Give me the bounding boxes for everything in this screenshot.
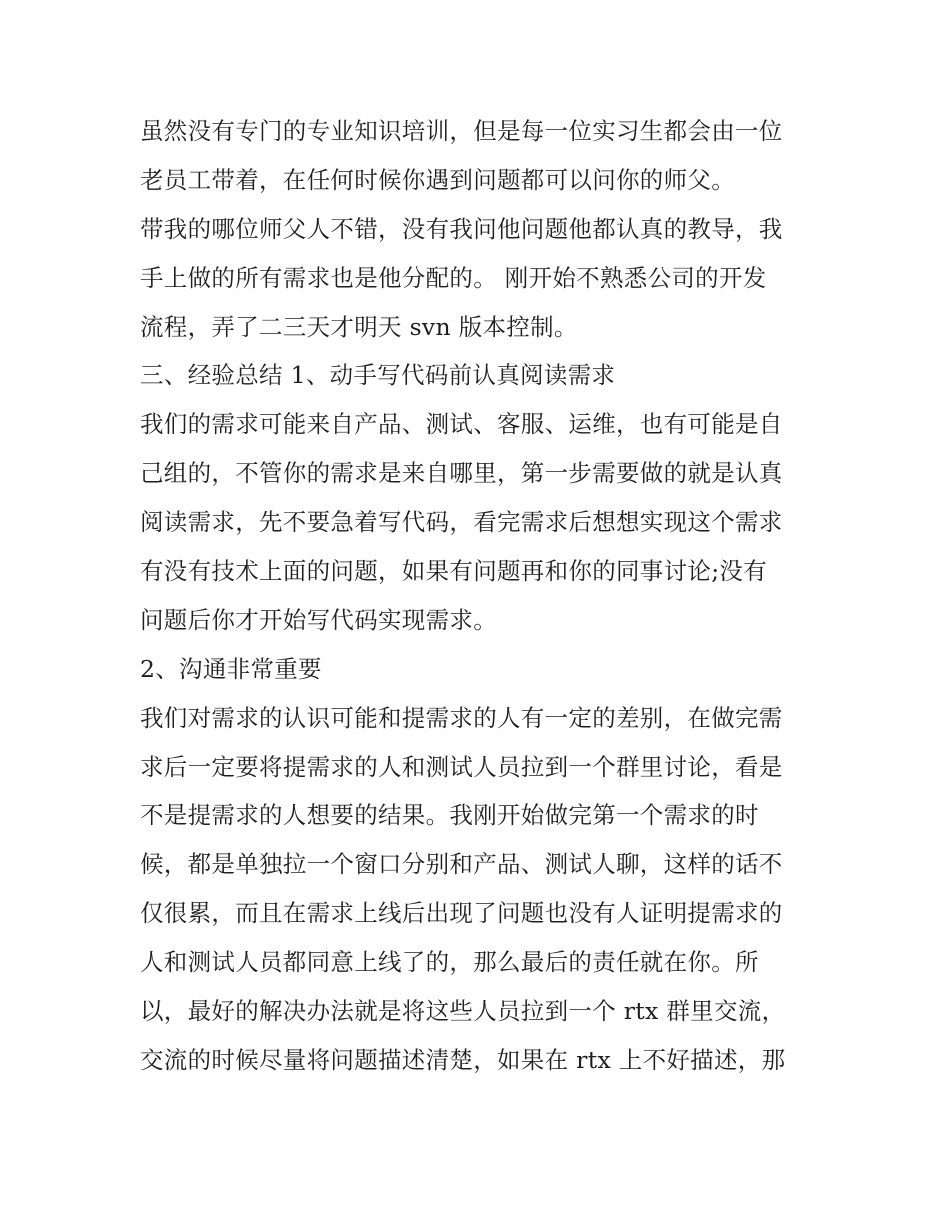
text-line: 我们对需求的认识可能和提需求的人有一定的差别，在做完需 — [140, 703, 783, 732]
text-line: 我们的需求可能来自产品、测试、客服、运维，也有可能是自 — [140, 410, 783, 439]
text-line: 候，都是单独拉一个窗口分别和产品、测试人聊，这样的话不 — [140, 850, 783, 879]
text-line: 手上做的所有需求也是他分配的。 刚开始不熟悉公司的开发 — [140, 263, 767, 292]
text-line: 交流的时候尽量将问题描述清楚，如果在 rtx 上不好描述，那 — [140, 1045, 786, 1074]
text-line: 求后一定要将提需求的人和测试人员拉到一个群里讨论，看是 — [140, 752, 783, 781]
text-line: 仅很累，而且在需求上线后出现了问题也没有人证明提需求的 — [140, 899, 783, 928]
section-heading: 三、经验总结 1、动手写代码前认真阅读需求 — [140, 361, 616, 390]
text-line: 阅读需求，先不要急着写代码，看完需求后想想实现这个需求 — [140, 508, 783, 537]
text-line: 不是提需求的人想要的结果。我刚开始做完第一个需求的时 — [140, 801, 759, 830]
document-body — [140, 107, 820, 1085]
section-heading: 2、沟通非常重要 — [140, 654, 322, 683]
text-line: 虽然没有专门的专业知识培训，但是每一位实习生都会由一位 — [140, 117, 783, 145]
text-line: 己组的，不管你的需求是来自哪里，第一步需要做的就是认真 — [140, 459, 783, 488]
text-line: 老员工带着，在任何时候你遇到问题都可以问你的师父。 — [140, 165, 735, 194]
text-line: 人和测试人员都同意上线了的，那么最后的责任就在你。所 — [140, 948, 759, 977]
text-line: 问题后你才开始写代码实现需求。 — [140, 605, 497, 634]
text-line: 有没有技术上面的问题，如果有问题再和你的同事讨论;没有 — [140, 557, 768, 586]
text-line: 带我的哪位师父人不错，没有我问他问题他都认真的教导，我 — [140, 214, 783, 243]
text-line: 流程，弄了二三天才明天 svn 版本控制。 — [140, 312, 578, 341]
text-line: 以，最好的解决办法就是将这些人员拉到一个 rtx 群里交流， — [140, 997, 786, 1026]
